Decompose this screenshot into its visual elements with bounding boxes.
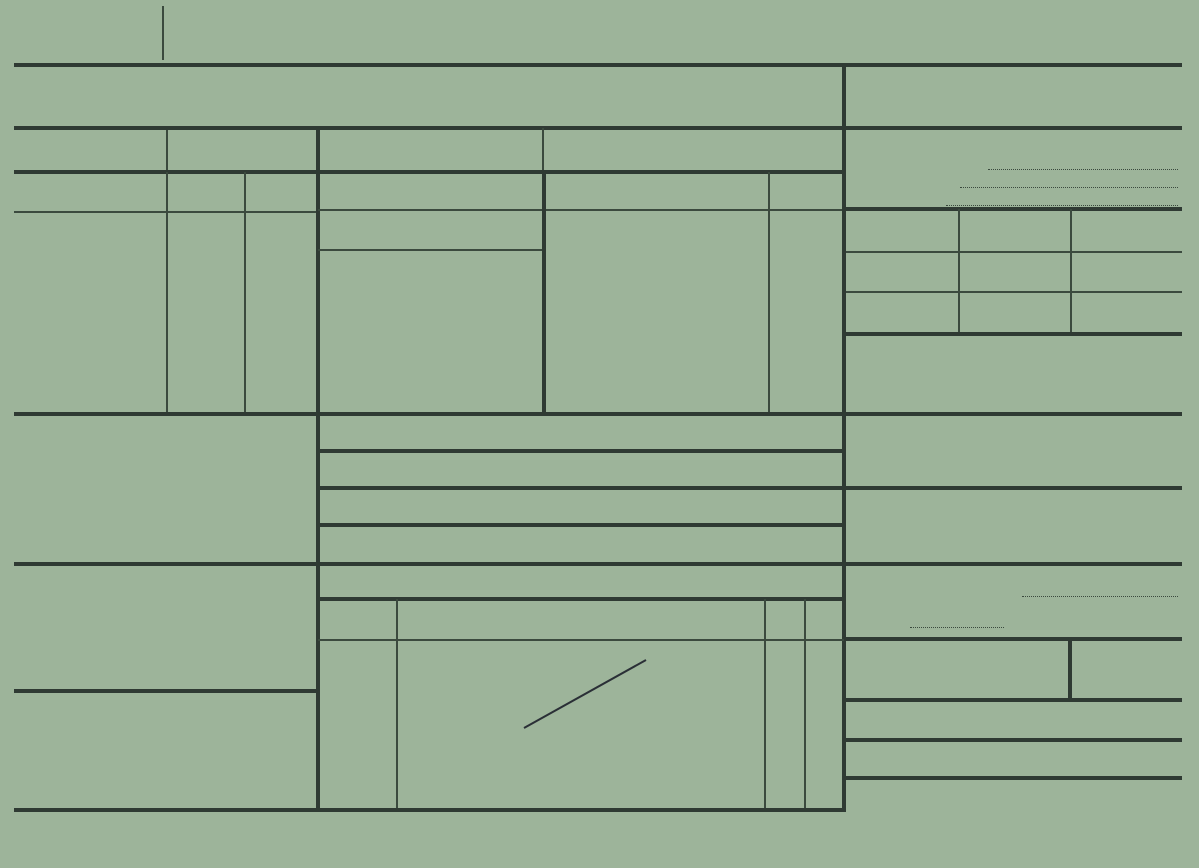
cancel-stroke — [520, 656, 650, 732]
